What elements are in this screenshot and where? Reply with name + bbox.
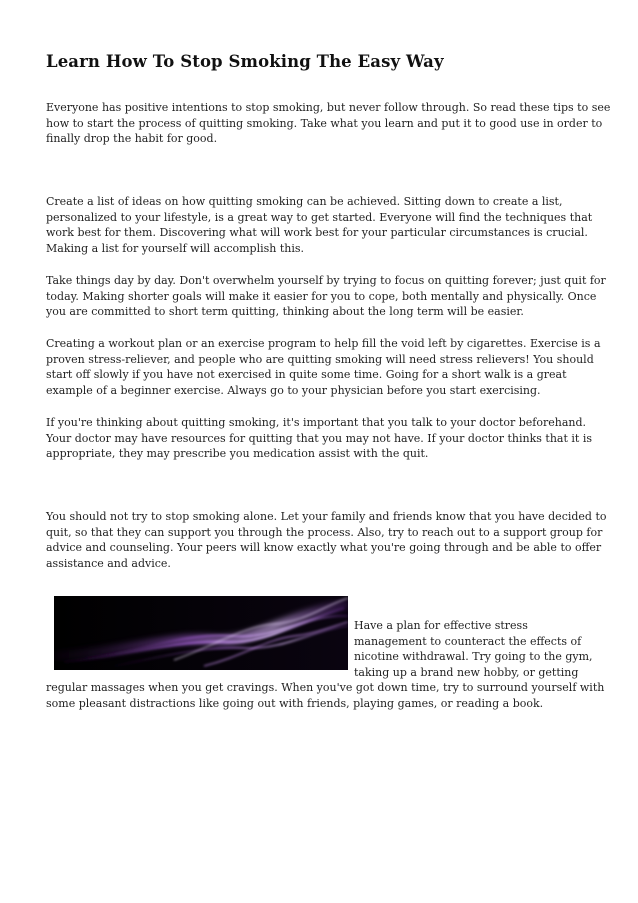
text-line: You should not try to stop smoking alone. Let your family and friends know that you have decided to	[46, 510, 607, 523]
text-line: If you're thinking about quitting smoking, it's important that you talk to your doctor beforehand.	[46, 416, 587, 429]
paragraph-day-by-day	[46, 273, 606, 320]
text-line: start off slowly if you have not exercised in quite some time. Going for a short walk is a great	[46, 368, 567, 382]
text-line: quit, so that they can support you through the process. Also, try to reach out to a support group for	[46, 525, 603, 539]
text-line: Take things day by day. Don't overwhelm yourself by trying to focus on quitting forever; just quit for	[46, 274, 606, 287]
text-line: Your doctor may have resources for quitting that you may not have. If your doctor thinks that it is	[46, 431, 593, 445]
text-line: Making a list for yourself will accomplish this.	[46, 241, 305, 255]
text-line: Everyone has positive intentions to stop smoking, but never follow through. So read these tips to see	[46, 101, 611, 114]
paragraph-list-ideas	[46, 194, 594, 256]
text-line: personalized to your lifestyle, is a great way to get started. Everyone will find the techniques that	[46, 210, 593, 224]
text-line: finally drop the habit for good.	[46, 132, 218, 146]
text-line: some pleasant distractions like going out with friends, playing games, or reading a book.	[46, 696, 544, 710]
text-line: taking up a brand new hobby, or getting	[354, 665, 579, 679]
text-line: management to counteract the effects of	[354, 634, 582, 648]
text-line: example of a beginner exercise. Always go to your physician before you start exercising.	[46, 383, 541, 397]
text-line: work best for them. Discovering what will work best for your particular circumstances is crucial.	[46, 226, 588, 240]
text-line: advice and counseling. Your peers will know exactly what you're going through and be able to offer	[46, 541, 602, 555]
text-line: proven stress-reliever, and people who are quitting smoking will need stress relievers! You should	[46, 352, 594, 366]
text-line: how to start the process of quitting smoking. Take what you learn and put it to good use in order to	[46, 116, 603, 130]
page-title: Learn How To Stop Smoking The Easy Way	[46, 52, 444, 71]
text-line: assistance and advice.	[46, 556, 171, 570]
text-line: Have a plan for effective stress	[354, 619, 528, 632]
purple-smoke-image	[54, 596, 348, 670]
text-line: regular massages when you get cravings. When you've got down time, try to surround yourself with	[46, 681, 605, 695]
paragraph-intro	[46, 100, 611, 147]
text-line: today. Making shorter goals will make it easier for you to cope, both mentally and physically. Once	[46, 289, 597, 303]
text-line: Create a list of ideas on how quitting smoking can be achieved. Sitting down to create a list,	[46, 195, 563, 208]
paragraph-doctor	[46, 415, 594, 462]
text-line: nicotine withdrawal. Try going to the gym,	[354, 650, 593, 664]
paragraph-support	[46, 509, 607, 571]
text-line: appropriate, they may prescribe you medication assist with the quit.	[46, 447, 429, 461]
paragraph-workout	[46, 336, 601, 398]
text-line: you are committed to short term quitting, thinking about the long term will be easier.	[46, 305, 524, 319]
text-line: Creating a workout plan or an exercise program to help fill the void left by cigarettes. Exercise is a	[46, 337, 601, 350]
